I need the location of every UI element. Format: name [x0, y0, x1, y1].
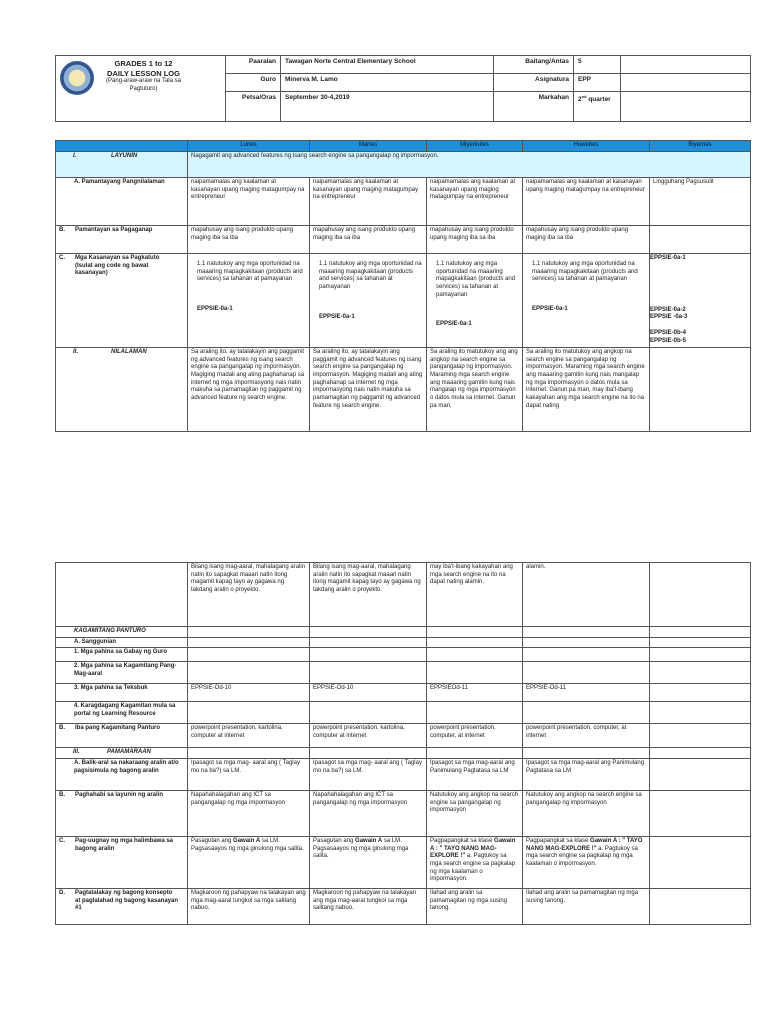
pagaganap-huwebes: mapahusay ang isang produkto upang maging iba sa iba: [523, 226, 650, 254]
pangnilalaman-biyernes: Lingguhang Pagsusulit: [650, 178, 751, 226]
kasanayan-label: C. Mga Kasanayan sa Pagkatuto (Isulat ang code ng bawat kasanayan): [56, 254, 188, 348]
pag-uugnay-biyernes: [650, 837, 751, 889]
petsa-value: September 30-4,2019: [281, 92, 494, 122]
code-martes: EPPSIE-0a-1: [319, 313, 355, 320]
teksbuk-lunes: EPPSIE-Od-10: [188, 684, 310, 702]
log-title: DAILY LESSON LOG: [107, 68, 180, 78]
pangnilalaman-martes: naipamamalas ang kaalaman at kasanayan upang maging matagumpay na entrepreneur: [310, 178, 427, 226]
learning-resource-label: 4. Karagdagang Kagamitan mula sa portal ng Learning Resource: [56, 702, 188, 724]
iba-pang-kagamitan-label: B. Iba pang Kagamitang Panturo: [56, 724, 188, 748]
pamamaraan-label: III. PAMAMARAAN: [56, 748, 188, 759]
markahan-value: 2nd quarter: [574, 92, 621, 122]
pagaganap-biyernes: [650, 226, 751, 254]
teksbuk-biyernes: [650, 684, 751, 702]
asignatura-value: EPP: [574, 74, 621, 92]
baitang-value: 5: [574, 56, 621, 74]
code-huwebes: EPPSIE-0a-1: [532, 306, 568, 313]
log-subtitle: (Pang-araw-araw na Tala sa Pagtuturo): [106, 78, 181, 92]
pangnilalaman-lunes: naipamamalas ang kaalaman at kasanayan upang maging matagumpay na entrepreneur: [188, 178, 310, 226]
paghahabi-lunes: Napahahalagahan ang ICT sa pangangalap ng mga impormasyon: [188, 791, 310, 837]
paghahabi-miyerkules: Natutukoy ang angkop na search engine sa pangangalap ng impormasyon: [427, 791, 523, 837]
nilalaman-cont-biyernes: [650, 563, 751, 627]
pangnilalaman-miyerkules: naipamamalas ang kaalaman at kasanayan upang maging matagumpay na entrepreneur: [427, 178, 523, 226]
paaralan-label: Paaralan: [226, 56, 281, 74]
sanggunian-label: A. Sanggunian: [56, 637, 188, 648]
pag-uugnay-lunes: Pasagutan ang Gawain A sa LM. Pagsasaayos ng mga ginulong mga salita.: [188, 837, 310, 889]
balik-aral-martes: Ipasagot sa mga mag- aaral ang ( Taglay mo na ba?) sa LM.: [310, 759, 427, 791]
log-grades-title: GRADES 1 to 12: [114, 59, 173, 68]
kagamitan-huwebes: powerpoint presentation, computer, at internet: [523, 724, 650, 748]
deped-seal-logo: [60, 61, 94, 95]
nilalaman-cont-huwebes: alamin.: [523, 563, 650, 627]
day-header-biyernes: Biyernes: [650, 141, 751, 152]
layunin-label: I. LAYUNIN: [56, 152, 188, 178]
pagaganap-miyerkules: mapahusay ang isang produkto upang maging iba sa iba: [427, 226, 523, 254]
nilalaman-cont-lunes: Bilang isang mag-aaral, mahalagang aralin natin ito sapagkat maaari natin itong magamit kapag tayo ay gagawa ng takdang aralin o proyekto.: [188, 563, 310, 627]
code-miyerkules: EPPSIE-0a-1: [436, 321, 472, 328]
pangnilalaman-huwebes: naipamamalas ang kaalaman at kasanayan upang maging matagumpay na entrepreneur: [523, 178, 650, 226]
layunin-text: Nagagamit ang advanced features ng isang search engine sa pangangalap ng impormasyon.: [188, 152, 751, 178]
day-header-huwebes: Huwebes: [523, 141, 650, 152]
kagamitang-mag-aaral-label: 2. Mga pahina sa Kagamitang Pang-Mag-aaral: [56, 662, 188, 684]
pamantayang-pangnilalaman-label: A. Pamantayang Pangnilalaman: [56, 178, 188, 226]
teksbuk-huwebes: EPPSIE-Od-11: [523, 684, 650, 702]
kagamitan-biyernes: [650, 724, 751, 748]
balik-aral-biyernes: [650, 759, 751, 791]
balik-aral-lunes: Ipasagot sa mga mag- aaral ang ( Taglay mo na ba?) sa LM.: [188, 759, 310, 791]
deped-logo-cell: [56, 56, 226, 122]
day-header-martes: Martes: [310, 141, 427, 152]
pag-uugnay-huwebes: Pagpapangkat sa klase Gawain A : " TAYO NANG MAG-EXPLORE !" a. Pagtukoy sa mga search engine sa pagkalap ng mga kaalaman o impormasyon.: [523, 837, 650, 889]
pagaganap-martes: mapahusay ang isang produkto upang maging iba sa iba: [310, 226, 427, 254]
balik-aral-miyerkules: Ipasagot sa mga mag-aaral ang Panimulang Pagtatasa sa LM: [427, 759, 523, 791]
markahan-label: Markahan: [494, 92, 574, 122]
paghahabi-label: B. Paghahabi sa layunin ng aralin: [56, 791, 188, 837]
kagamitan-martes: powerpoint presentation, kartolina, computer at internet: [310, 724, 427, 748]
kasanayan-lunes: 1.1 natutukoy ang mga oportunidad na maaaring mapagkakitaan (products and services) sa tahanan at pamayanan EPPSIE-0a-1: [188, 254, 310, 348]
lesson-table-bottom: [55, 562, 750, 925]
balik-aral-label: A. Balik-aral sa nakaraang aralin at/o pagsisimula ng bagong aralin: [56, 759, 188, 791]
paghahabi-huwebes: Natutukoy ang angkop na search engine sa pangangalap ng impormasyon: [523, 791, 650, 837]
nilalaman-miyerkules: Sa araling ito matutukoy ang ang angkop na search engine sa pangangalap ng impormasyon. Maraming mga search engine ang maaaring gamitin kung nais mangalap ng mga impormasyon o datos mula sa internet. Ganun pa man,: [427, 348, 523, 432]
teksbuk-miyerkules: EPPSIEOd-11: [427, 684, 523, 702]
kasanayan-biyernes: EPPSIE-0a-1 EPPSIE-0a-2 EPPSIE -0a-3 EPPSIE-0b-4 EPPSIE-0b-5: [650, 254, 751, 348]
pamantayan-pagaganap-label: B. Pamantayan sa Pagaganap: [56, 226, 188, 254]
kagamitang-panturo-label: KAGAMITANG PANTURO: [56, 627, 188, 638]
asignatura-label: Asignatura: [494, 74, 574, 92]
kasanayan-huwebes: 1.1 natutukoy ang mga oportunidad na maaaring mapagkakitaan (products and services) sa tahanan at pamayanan EPPSIE-0a-1: [523, 254, 650, 348]
lesson-log-header: [55, 55, 750, 122]
guro-label: Guro: [226, 74, 281, 92]
nilalaman-huwebes: Sa araling ito matutukoy ang angkop na search engine sa pangangalap ng impormasyon. Maraming mga search engine ang maaaring gamitin kung nais mangalap ng mga impormasyon o datos mula sa internet. Ganun pa man, may iba't-ibang kakayahan ang mga search engine na ito na dapat nating: [523, 348, 650, 432]
pagtatalakay-miyerkules: Ilahad ang aralin sa pamamagitan ng mga susing tanong.: [427, 889, 523, 925]
day-header-miyerkules: Miyerkules: [427, 141, 523, 152]
nilalaman-cont-miyerkules: may iba't-ibang kakayahan ang mga search engine na ito na dapat nating alamin.: [427, 563, 523, 627]
paghahabi-martes: Napahahalagahan ang ICT sa pangangalap ng mga impormasyon: [310, 791, 427, 837]
nilalaman-martes: Sa araling ito, ay tatalakayin ang paggamit ng advanced features ng isang search engine sa pangangalap ng impormasyon. Magiging madali ang ating paghahanap sa internet ng mga impormasyong nais natin makuha sa pamamagitan ng paggamit ng advanced feature ng search engine.: [310, 348, 427, 432]
lesson-table-top: [55, 140, 750, 432]
kagamitan-lunes: powerpoint presentation, kartolina, computer at internet: [188, 724, 310, 748]
code-lunes: EPPSIE-0a-1: [197, 306, 233, 313]
paghahabi-biyernes: [650, 791, 751, 837]
pagaganap-lunes: mapahusay ang isang produkto upang maging iba sa iba: [188, 226, 310, 254]
pagtatalakay-huwebes: Ilahad ang aralin sa pamamagitan ng mga susing tanong.: [523, 889, 650, 925]
pag-uugnay-miyerkules: Pagpapangkat sa klase Gawain A : " TAYO NANG MAG-EXPLORE !" a. Pagtukoy sa mga search engine sa pagkalap ng mga kaalaman o impormasyon.: [427, 837, 523, 889]
pagtatalakay-martes: Magkaroon ng pahapyaw na talakayan ang mga mag-aaral tungkol sa mga salitang nabuo.: [310, 889, 427, 925]
kasanayan-martes: 1.1 natutukoy ang mga oportunidad na maaaring mapagkakitaan (products and services) sa tahanan at pamayanan EPPSIE-0a-1: [310, 254, 427, 348]
nilalaman-cont-martes: Bilang isang mag-aaral, mahalagang aralin natin ito sapagkat maaari natin itong magamit kapag tayo ay gagawa ng takdang aralin o proyekto.: [310, 563, 427, 627]
nilalaman-biyernes: [650, 348, 751, 432]
teksbuk-label: 3. Mga pahina sa Teksbuk: [56, 684, 188, 702]
petsa-label: Petsa/Oras: [226, 92, 281, 122]
pagtatalakay-biyernes: [650, 889, 751, 925]
balik-aral-huwebes: Ipasagot sa mga mag-aaral ang Panimulang Pagtatasa sa LM: [523, 759, 650, 791]
baitang-label: Baitang/Antas: [494, 56, 574, 74]
nilalaman-label: II. NILALAMAN: [56, 348, 188, 432]
teksbuk-martes: EPPSIE-Od-10: [310, 684, 427, 702]
gabay-guro-label: 1. Mga pahina sa Gabay ng Guro: [56, 648, 188, 662]
kasanayan-miyerkules: 1.1 natutukoy ang mga oportunidad na maaaring mapagkakitaan (products and services) sa tahanan at pamayanan EPPSIE-0a-1: [427, 254, 523, 348]
kagamitan-miyerkules: powerpoint presentation, computer, at internet: [427, 724, 523, 748]
day-header-lunes: Lunes: [188, 141, 310, 152]
nilalaman-lunes: Sa araling ito, ay tatalakayin ang paggamit ng advanced features ng isang search engine sa pangangalap ng impormasyon. Magiging madali ang ating paghahanap sa internet ng mga impormasyong nais natin makuha sa pamamagitan ng paggamit ng advanced feature ng search engine.: [188, 348, 310, 432]
pagtatalakay-lunes: Magkaroon ng pahapyaw na talakayan ang mga mag-aaral tungkol sa mga salitang nabuo.: [188, 889, 310, 925]
paaralan-value: Tawagan Norte Central Elementary School: [281, 56, 494, 74]
pagtatalakay-label: D. Pagtatalakay ng bagong konsepto at paglalahad ng bagong kasanayan #1: [56, 889, 188, 925]
guro-value: Minerva M. Lamo: [281, 74, 494, 92]
pag-uugnay-martes: Pasagutan ang Gawain A sa LM. Pagsasaayos ng mga ginulong mga salita.: [310, 837, 427, 889]
pag-uugnay-label: C. Pag-uugnay ng mga halimbawa sa bagong aralin: [56, 837, 188, 889]
